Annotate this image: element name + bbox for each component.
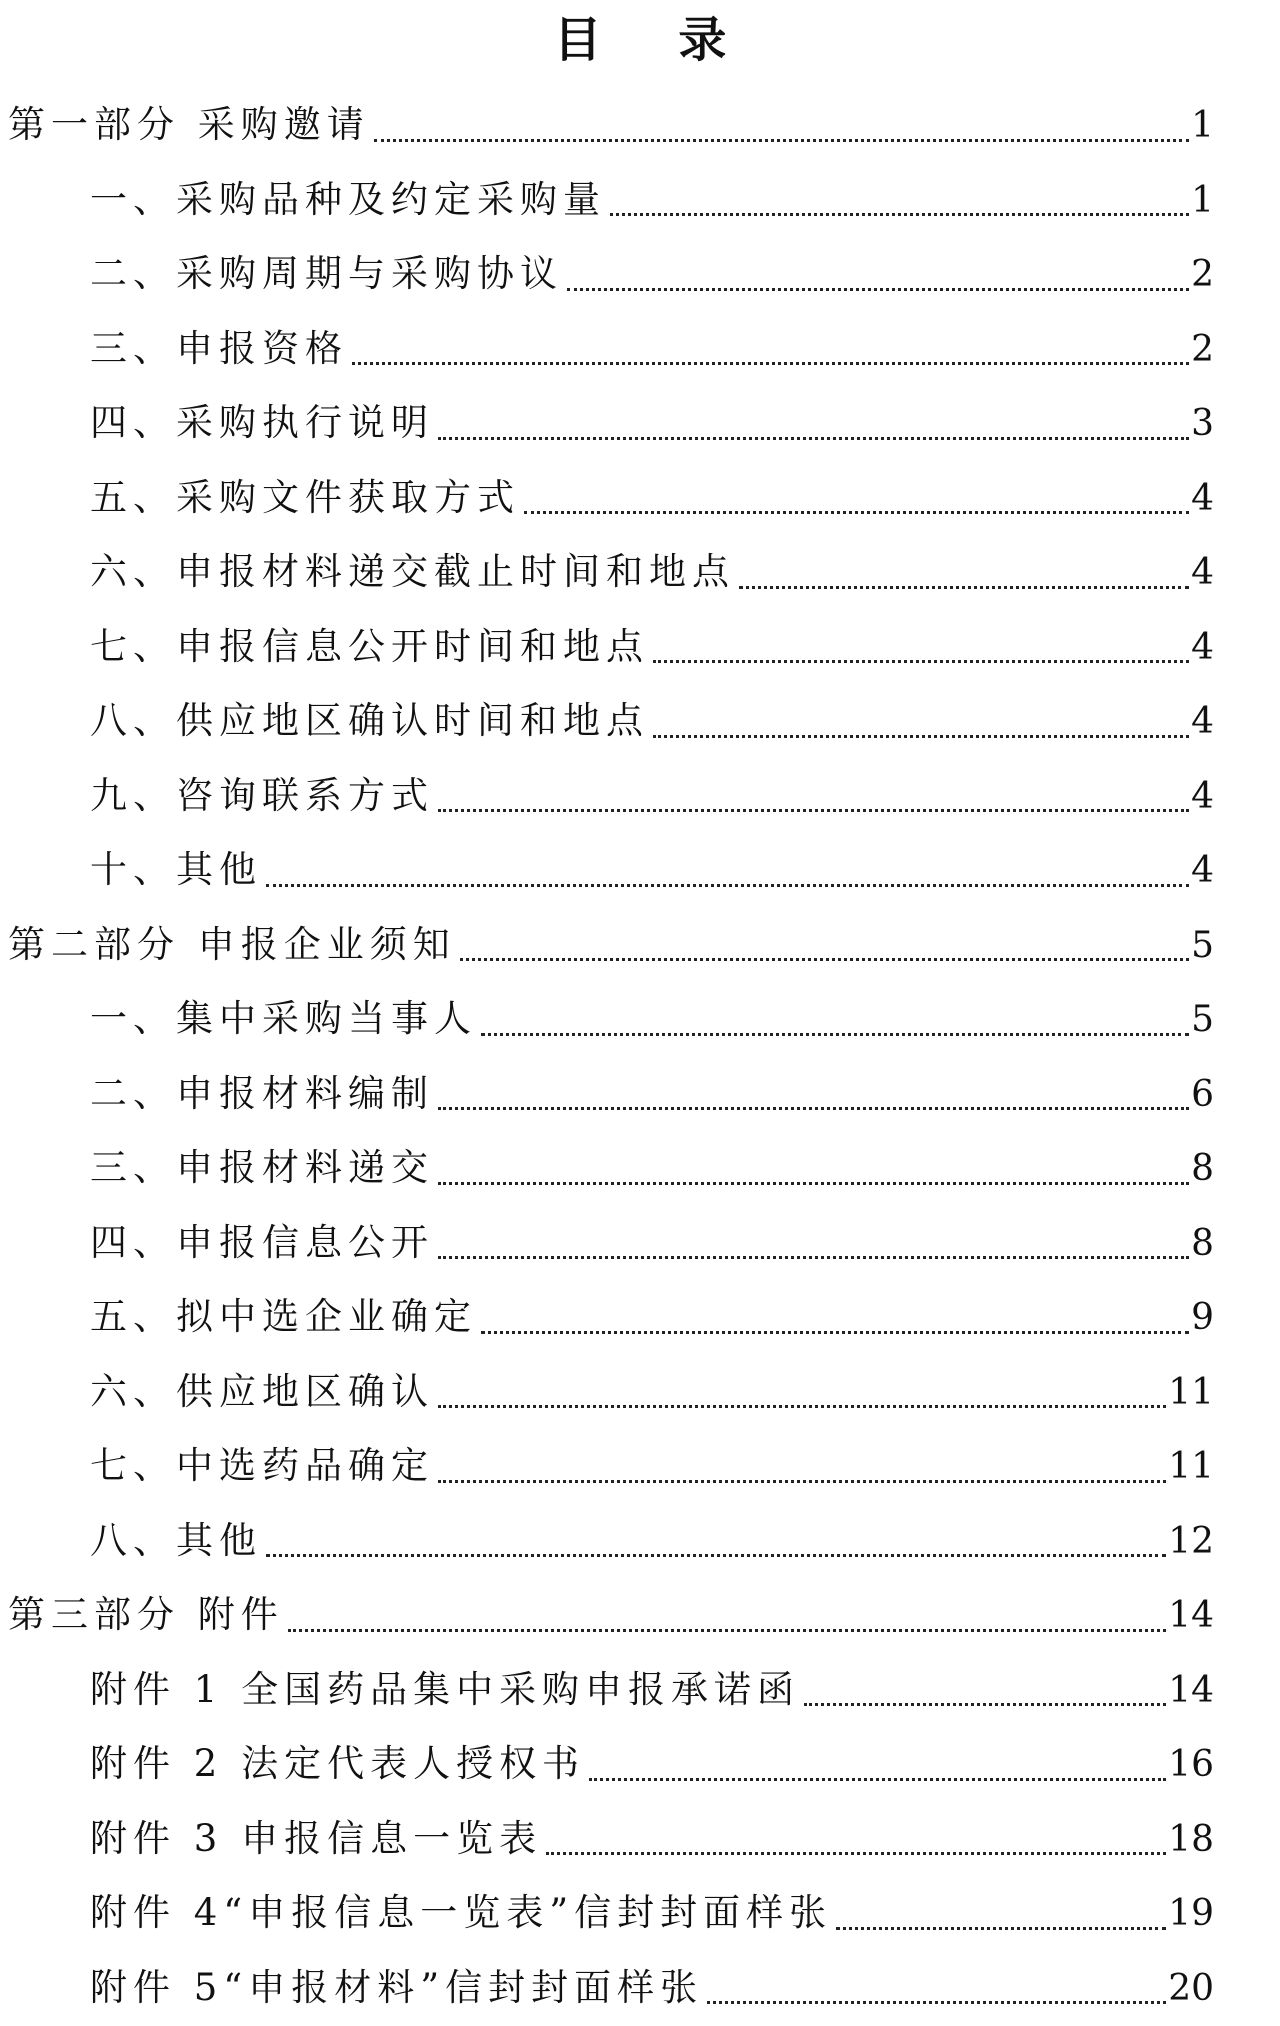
toc-page-number: 6	[1191, 1058, 1214, 1133]
toc-entry-label: 一、集中采购当事人	[90, 982, 477, 1057]
toc-dot-leader	[438, 1107, 1189, 1110]
toc-part-entry[interactable]	[0, 1578, 1280, 1653]
toc-dot-leader	[707, 2001, 1166, 2004]
toc-dot-leader	[836, 1927, 1166, 1930]
toc-section-entry[interactable]	[0, 684, 1280, 759]
toc-entry-label: 附件 3 申报信息一览表	[90, 1802, 542, 1877]
toc-dot-leader	[438, 1405, 1166, 1408]
toc-entry-label: 八、其他	[90, 1504, 262, 1579]
toc-page-number: 1	[1191, 164, 1214, 239]
toc-page-number: 12	[1168, 1505, 1214, 1580]
toc-page-number: 4	[1191, 834, 1214, 909]
toc-page-number: 11	[1168, 1356, 1214, 1431]
toc-page-number: 3	[1191, 387, 1214, 462]
toc-entry-label: 六、供应地区确认	[90, 1355, 434, 1430]
toc-dot-leader	[266, 884, 1189, 887]
toc-dot-leader	[589, 1778, 1166, 1781]
toc-page-number: 11	[1168, 1430, 1214, 1505]
toc-page-number: 4	[1191, 462, 1214, 537]
toc-dot-leader	[567, 288, 1189, 291]
toc-section-entry[interactable]	[0, 1429, 1280, 1504]
toc-dot-leader	[653, 660, 1189, 663]
toc-entry-label: 第二部分 申报企业须知	[8, 908, 456, 983]
toc-page-number: 8	[1191, 1132, 1214, 1207]
toc-section-entry[interactable]	[0, 1653, 1280, 1728]
toc-dot-leader	[438, 1256, 1189, 1259]
toc-page-number: 4	[1191, 611, 1214, 686]
toc-entry-label: 五、采购文件获取方式	[90, 461, 520, 536]
toc-entry-label: 五、拟中选企业确定	[90, 1280, 477, 1355]
toc-section-entry[interactable]	[0, 1206, 1280, 1281]
toc-page-number: 2	[1191, 313, 1214, 388]
toc-entry-label: 十、其他	[90, 833, 262, 908]
toc-section-entry[interactable]	[0, 1802, 1280, 1877]
toc-page-number: 4	[1191, 685, 1214, 760]
toc-page-number: 5	[1191, 983, 1214, 1058]
toc-dot-leader	[352, 362, 1189, 365]
toc-dot-leader	[610, 213, 1189, 216]
toc-section-entry[interactable]	[0, 237, 1280, 312]
toc-entry-label: 二、采购周期与采购协议	[90, 237, 563, 312]
toc-dot-leader	[653, 735, 1189, 738]
toc-dot-leader	[546, 1852, 1166, 1855]
toc-dot-leader	[481, 1331, 1189, 1334]
toc-page-number: 14	[1168, 1579, 1214, 1654]
toc-entry-label: 二、申报材料编制	[90, 1057, 434, 1132]
toc-entry-label: 附件 2 法定代表人授权书	[90, 1727, 585, 1802]
toc-dot-leader	[524, 511, 1189, 514]
toc-dot-leader	[481, 1033, 1189, 1036]
toc-dot-leader	[438, 1480, 1166, 1483]
toc-section-entry[interactable]	[0, 1355, 1280, 1430]
toc-section-entry[interactable]	[0, 833, 1280, 908]
toc-page-number: 9	[1191, 1281, 1214, 1356]
toc-section-entry[interactable]	[0, 163, 1280, 238]
toc-section-entry[interactable]	[0, 982, 1280, 1057]
toc-entry-label: 七、中选药品确定	[90, 1429, 434, 1504]
toc-section-entry[interactable]	[0, 1951, 1280, 2026]
toc-page-number: 4	[1191, 760, 1214, 835]
toc-entry-label: 一、采购品种及约定采购量	[90, 163, 606, 238]
toc-page-number: 18	[1168, 1803, 1214, 1878]
toc-entry-label: 三、申报材料递交	[90, 1131, 434, 1206]
toc-entry-label: 三、申报资格	[90, 312, 348, 387]
toc-section-entry[interactable]	[0, 1876, 1280, 1951]
toc-dot-leader	[804, 1703, 1166, 1706]
toc-section-entry[interactable]	[0, 386, 1280, 461]
toc-section-entry[interactable]	[0, 461, 1280, 536]
toc-page-number: 16	[1168, 1728, 1214, 1803]
toc-entry-label: 第三部分 附件	[8, 1578, 284, 1653]
toc-part-entry[interactable]	[0, 88, 1280, 163]
toc-page-number: 20	[1168, 1952, 1214, 2026]
toc-section-entry[interactable]	[0, 1280, 1280, 1355]
toc-title: 目 录	[0, 4, 1280, 76]
toc-section-entry[interactable]	[0, 759, 1280, 834]
toc-entry-label: 七、申报信息公开时间和地点	[90, 610, 649, 685]
toc-dot-leader	[438, 809, 1189, 812]
toc-section-entry[interactable]	[0, 610, 1280, 685]
toc-dot-leader	[460, 958, 1189, 961]
toc-page-number: 19	[1168, 1877, 1214, 1952]
toc-entry-label: 附件 4“申报信息一览表”信封封面样张	[90, 1876, 832, 1951]
toc-entry-label: 附件 1 全国药品集中采购申报承诺函	[90, 1653, 800, 1728]
toc-dot-leader	[288, 1629, 1166, 1632]
toc-section-entry[interactable]	[0, 535, 1280, 610]
toc-dot-leader	[374, 139, 1189, 142]
toc-entry-label: 附件 5“申报材料”信封封面样张	[90, 1951, 703, 2026]
toc-dot-leader	[739, 586, 1189, 589]
toc-page-number: 14	[1168, 1654, 1214, 1729]
toc-entry-label: 四、申报信息公开	[90, 1206, 434, 1281]
toc-list	[0, 88, 1280, 2025]
toc-dot-leader	[266, 1554, 1166, 1557]
toc-dot-leader	[438, 1182, 1189, 1185]
toc-page-number: 5	[1191, 909, 1214, 984]
toc-page-number: 2	[1191, 238, 1214, 313]
toc-section-entry[interactable]	[0, 1504, 1280, 1579]
toc-entry-label: 第一部分 采购邀请	[8, 88, 370, 163]
toc-section-entry[interactable]	[0, 1131, 1280, 1206]
toc-page-number: 1	[1191, 89, 1214, 164]
toc-section-entry[interactable]	[0, 312, 1280, 387]
toc-entry-label: 八、供应地区确认时间和地点	[90, 684, 649, 759]
toc-part-entry[interactable]	[0, 908, 1280, 983]
toc-section-entry[interactable]	[0, 1727, 1280, 1802]
toc-entry-label: 九、咨询联系方式	[90, 759, 434, 834]
toc-page-number: 4	[1191, 536, 1214, 611]
toc-entry-label: 四、采购执行说明	[90, 386, 434, 461]
toc-dot-leader	[438, 437, 1189, 440]
toc-page-number: 8	[1191, 1207, 1214, 1282]
toc-entry-label: 六、申报材料递交截止时间和地点	[90, 535, 735, 610]
toc-section-entry[interactable]	[0, 1057, 1280, 1132]
